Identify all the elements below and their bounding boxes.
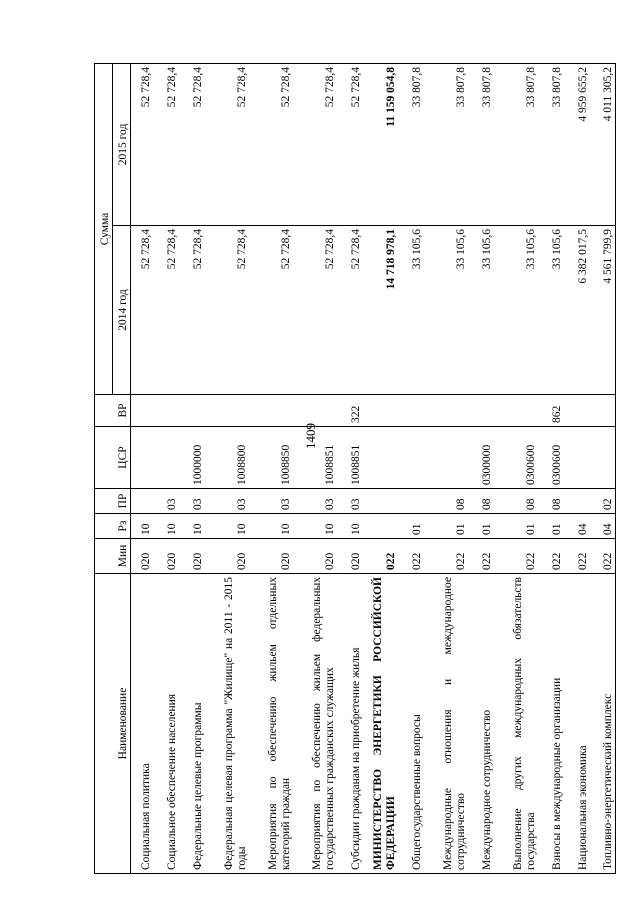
header-pr: ПР (95, 489, 131, 514)
table-cell-rz: 10 (205, 514, 249, 539)
table-cell-2015: 52 728,4 (249, 63, 293, 225)
header-rz: Рз (95, 514, 131, 539)
table-cell-name: Национальная экономика (564, 574, 590, 874)
table-cell-rz: 01 (494, 514, 538, 539)
table-cell-pr: 08 (468, 489, 494, 514)
table-cell-2014: 52 728,4 (249, 226, 293, 395)
header-vr: ВР (95, 395, 131, 427)
table-cell-pr: 03 (337, 489, 363, 514)
table-cell-min: 020 (249, 539, 293, 574)
table-cell-2015: 52 728,4 (179, 63, 205, 225)
table-cell-2014: 52 728,4 (337, 226, 363, 395)
table-cell-rz: 10 (131, 514, 153, 539)
table-cell-2014: 33 105,6 (494, 226, 538, 395)
table-cell-min: 022 (494, 539, 538, 574)
table-cell-vr (293, 395, 337, 427)
table-cell-pr: 03 (153, 489, 179, 514)
table-cell-2014: 33 105,6 (538, 226, 564, 395)
table-cell-2014: 6 382 017,5 (564, 226, 590, 395)
table-cell-vr (131, 395, 153, 427)
table-cell-min: 022 (424, 539, 468, 574)
header-2015: 2015 год (113, 63, 131, 225)
table-cell-min: 020 (131, 539, 153, 574)
table-cell-csr: 1008851 (293, 427, 337, 489)
table-cell-name: Социальная политика (131, 574, 153, 874)
table-cell-vr (564, 395, 590, 427)
table-cell-pr (398, 489, 424, 514)
table-row (131, 63, 153, 873)
table-cell-rz: 10 (337, 514, 363, 539)
table-cell-2014: 52 728,4 (293, 226, 337, 395)
table-cell-csr: 1000000 (179, 427, 205, 489)
table-cell-csr (363, 427, 398, 489)
table-cell-csr: 1008850 (249, 427, 293, 489)
table-body (131, 63, 616, 873)
table-cell-name: Субсидии гражданам на приобретение жилья (337, 574, 363, 874)
table-cell-pr: 02 (590, 489, 616, 514)
table-cell-pr: 03 (205, 489, 249, 514)
table-cell-2014: 4 561 799,9 (590, 226, 616, 395)
table-row (538, 63, 564, 873)
table-cell-name: Общегосударственные вопросы (398, 574, 424, 874)
table-cell-min: 020 (205, 539, 249, 574)
table-cell-rz: 04 (564, 514, 590, 539)
table-cell-name: Мероприятия по обеспечению жильем федеральных государственных гражданских служащих (293, 574, 337, 874)
table-row (205, 63, 249, 873)
table-cell-2014: 14 718 978,1 (363, 226, 398, 395)
table-cell-csr (424, 427, 468, 489)
table-cell-csr: 0300600 (538, 427, 564, 489)
table-cell-2015: 33 807,8 (424, 63, 468, 225)
table-cell-pr: 03 (249, 489, 293, 514)
header-2014: 2014 год (113, 226, 131, 395)
table-cell-name: Социальное обеспечение населения (153, 574, 179, 874)
table-cell-vr (468, 395, 494, 427)
budget-table (94, 63, 616, 874)
table-row (337, 63, 363, 873)
table-cell-rz: 10 (249, 514, 293, 539)
table-cell-pr (131, 489, 153, 514)
header-csr: ЦСР (95, 427, 131, 489)
table-cell-csr: 1008800 (205, 427, 249, 489)
table-cell-rz: 01 (424, 514, 468, 539)
table-cell-csr: 0300000 (468, 427, 494, 489)
table-cell-pr: 08 (538, 489, 564, 514)
table-cell-min: 022 (363, 539, 398, 574)
table-cell-2014: 33 105,6 (398, 226, 424, 395)
table-cell-vr: 322 (337, 395, 363, 427)
table-cell-min: 020 (153, 539, 179, 574)
table-cell-vr (205, 395, 249, 427)
table-cell-vr: 862 (538, 395, 564, 427)
table-cell-rz: 01 (468, 514, 494, 539)
table-cell-vr (494, 395, 538, 427)
table-cell-2015: 4 959 655,2 (564, 63, 590, 225)
table-row (249, 63, 293, 873)
table-cell-min: 020 (337, 539, 363, 574)
table-cell-rz (363, 514, 398, 539)
table-cell-pr: 08 (494, 489, 538, 514)
table-cell-2015: 33 807,8 (494, 63, 538, 225)
table-cell-rz: 04 (590, 514, 616, 539)
table-row (468, 63, 494, 873)
table-cell-2015: 52 728,4 (293, 63, 337, 225)
table-cell-name: Топливно-энергетический комплекс (590, 574, 616, 874)
table-cell-pr: 03 (179, 489, 205, 514)
table-cell-vr (363, 395, 398, 427)
table-cell-name: МИНИСТЕРСТВО ЭНЕРГЕТИКИ РОССИЙСКОЙ ФЕДЕРАЦИИ (363, 574, 398, 874)
table-cell-name: Выполнение других международных обязательств государства (494, 574, 538, 874)
table-cell-vr (398, 395, 424, 427)
table-cell-2015: 33 807,8 (538, 63, 564, 225)
table-cell-vr (153, 395, 179, 427)
table-cell-pr: 03 (293, 489, 337, 514)
table-row (494, 63, 538, 873)
table-cell-name: Международные отношения и международное сотрудничество (424, 574, 468, 874)
rotated-page (94, 64, 614, 874)
table-cell-csr: 1008851 (337, 427, 363, 489)
table-cell-min: 020 (293, 539, 337, 574)
header-name: Наименование (95, 574, 131, 874)
table-cell-2015: 52 728,4 (337, 63, 363, 225)
table-cell-vr (249, 395, 293, 427)
table-cell-csr (564, 427, 590, 489)
table-cell-2015: 33 807,8 (398, 63, 424, 225)
table-cell-name: Федеральные целевые программы (179, 574, 205, 874)
table-cell-min: 022 (590, 539, 616, 574)
table-cell-csr (590, 427, 616, 489)
table-cell-min: 022 (468, 539, 494, 574)
table-cell-pr: 08 (424, 489, 468, 514)
table-cell-rz: 01 (398, 514, 424, 539)
table-cell-csr (398, 427, 424, 489)
table-cell-2015: 52 728,4 (153, 63, 179, 225)
table-cell-vr (590, 395, 616, 427)
header-min: Мин (95, 539, 131, 574)
table-cell-name: Международное сотрудничество (468, 574, 494, 874)
table-cell-2014: 52 728,4 (131, 226, 153, 395)
table-cell-rz: 10 (179, 514, 205, 539)
table-row (590, 63, 616, 873)
table-cell-name: Взносы в международные организации (538, 574, 564, 874)
table-cell-2015: 52 728,4 (131, 63, 153, 225)
table-row (179, 63, 205, 873)
table-cell-vr (424, 395, 468, 427)
table-cell-min: 022 (398, 539, 424, 574)
table-cell-rz: 10 (293, 514, 337, 539)
table-cell-rz: 01 (538, 514, 564, 539)
table-cell-csr: 0300600 (494, 427, 538, 489)
table-cell-vr (179, 395, 205, 427)
table-row (363, 63, 398, 873)
table-cell-pr (363, 489, 398, 514)
table-row (398, 63, 424, 873)
table-cell-csr (153, 427, 179, 489)
page-number: 1409 (303, 423, 318, 449)
table-cell-2015: 52 728,4 (205, 63, 249, 225)
table-cell-2015: 4 011 305,2 (590, 63, 616, 225)
table-cell-min: 022 (564, 539, 590, 574)
table-cell-min: 020 (179, 539, 205, 574)
table-cell-min: 022 (538, 539, 564, 574)
table-row (153, 63, 179, 873)
table-cell-pr (564, 489, 590, 514)
table-cell-2015: 33 807,8 (468, 63, 494, 225)
table-cell-name: Мероприятия по обеспечению жильем отдельных категорий граждан (249, 574, 293, 874)
table-cell-csr (131, 427, 153, 489)
table-cell-2014: 52 728,4 (153, 226, 179, 395)
header-sum: Сумма (95, 63, 113, 394)
table-cell-2014: 52 728,4 (179, 226, 205, 395)
table-cell-2014: 33 105,6 (468, 226, 494, 395)
table-cell-2015: 11 159 054,8 (363, 63, 398, 225)
table-cell-2014: 52 728,4 (205, 226, 249, 395)
table-row (293, 63, 337, 873)
table-cell-name: Федеральная целевая программа "Жилище" на 2011 - 2015 годы (205, 574, 249, 874)
table-row (564, 63, 590, 873)
table-cell-2014: 33 105,6 (424, 226, 468, 395)
table-row (424, 63, 468, 873)
table-cell-rz: 10 (153, 514, 179, 539)
